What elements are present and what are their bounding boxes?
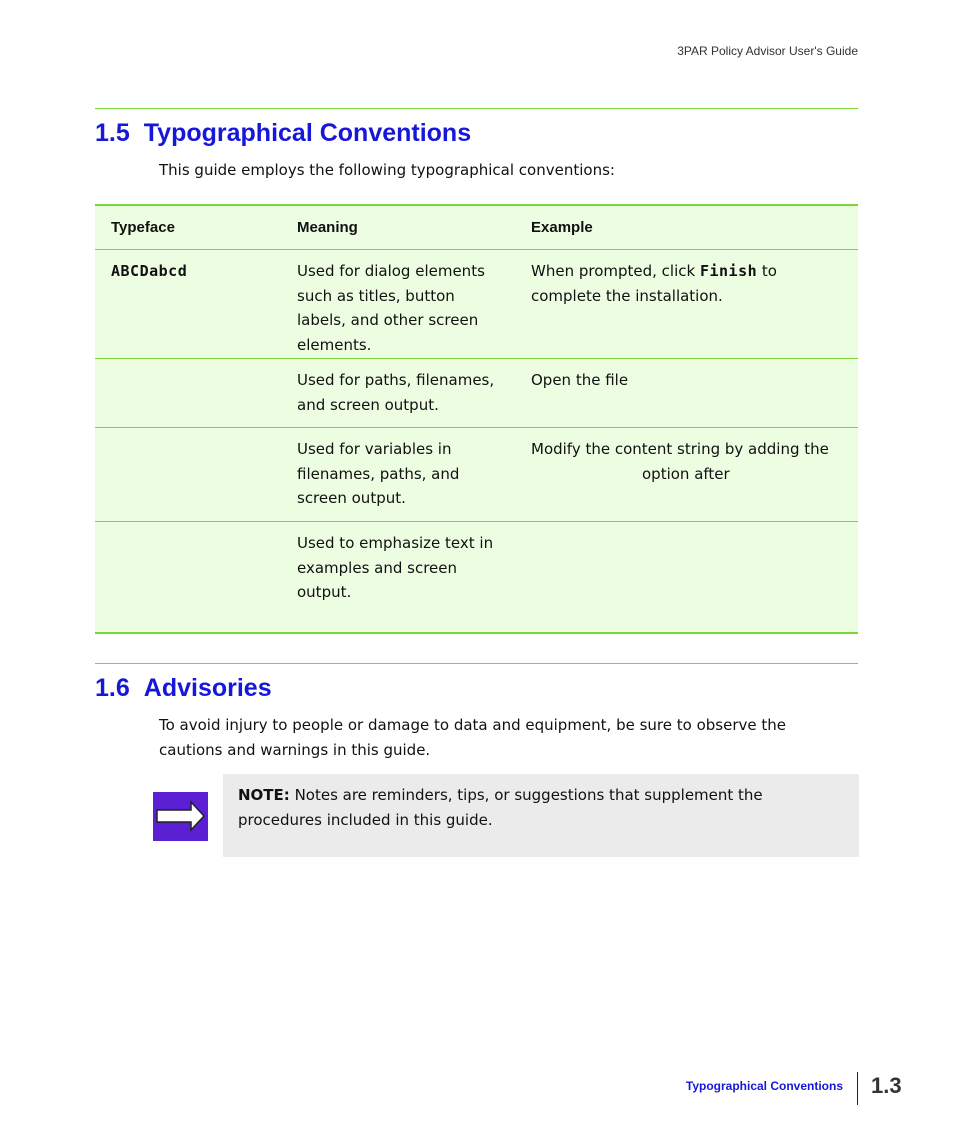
section-number: 1.6: [95, 674, 130, 702]
section-title: Typographical Conventions: [143, 119, 472, 147]
section-intro: This guide employs the following typographical conventions:: [159, 161, 615, 179]
section-title: Advisories: [143, 674, 272, 702]
example-cell: [515, 427, 858, 521]
typeface-cell: [95, 427, 281, 521]
table-row: [95, 521, 858, 633]
column-header-meaning: Meaning: [281, 205, 515, 250]
meaning-cell: Used for dialog elements such as titles, button labels, and other screen elements.: [281, 250, 515, 359]
meaning-cell: Used to emphasize text in examples and screen output.: [281, 521, 515, 633]
column-header-typeface: Typeface: [95, 205, 281, 250]
right-arrow-icon: [153, 792, 208, 841]
example-text: to complete the installation.: [531, 262, 777, 305]
example-line: option after: [642, 464, 730, 483]
note-text: [238, 783, 848, 832]
running-header: 3PAR Policy Advisor User's Guide: [677, 44, 858, 58]
example-cell: Open the file: [515, 358, 858, 427]
example-cell: [515, 521, 858, 633]
section-divider: [95, 663, 858, 664]
section-number: 1.5: [95, 119, 130, 147]
typeface-cell: [95, 358, 281, 427]
typeface-cell: [95, 521, 281, 633]
footer-section-title: Typographical Conventions: [685, 1079, 843, 1093]
table-row: [95, 427, 858, 521]
meaning-cell: Used for variables in filenames, paths, and screen output.: [281, 427, 515, 521]
example-line: Modify the content string by adding the: [531, 439, 829, 458]
page-number: 1.3: [871, 1073, 902, 1098]
section-heading: [95, 674, 272, 703]
section-heading: [95, 119, 471, 148]
example-cell: [515, 250, 858, 359]
conventions-table: [95, 204, 858, 634]
meaning-cell: Used for paths, filenames, and screen output.: [281, 358, 515, 427]
note-label: NOTE:: [238, 786, 290, 804]
example-text: When prompted, click: [531, 262, 700, 280]
table-row: [95, 358, 858, 427]
typeface-cell: ABCDabcd: [95, 250, 281, 359]
table-header-row: [95, 205, 858, 250]
section-divider: [95, 108, 858, 109]
section-intro: To avoid injury to people or damage to data and equipment, be sure to observe the cautions and warnings in this guide.: [159, 716, 786, 759]
footer-divider: [857, 1072, 858, 1105]
note-callout: [223, 774, 859, 857]
example-button-label: Finish: [699, 262, 758, 280]
table-row: [95, 250, 858, 359]
note-body: Notes are reminders, tips, or suggestions that supplement the procedures included in this guide.: [238, 786, 763, 829]
column-header-example: Example: [515, 205, 858, 250]
